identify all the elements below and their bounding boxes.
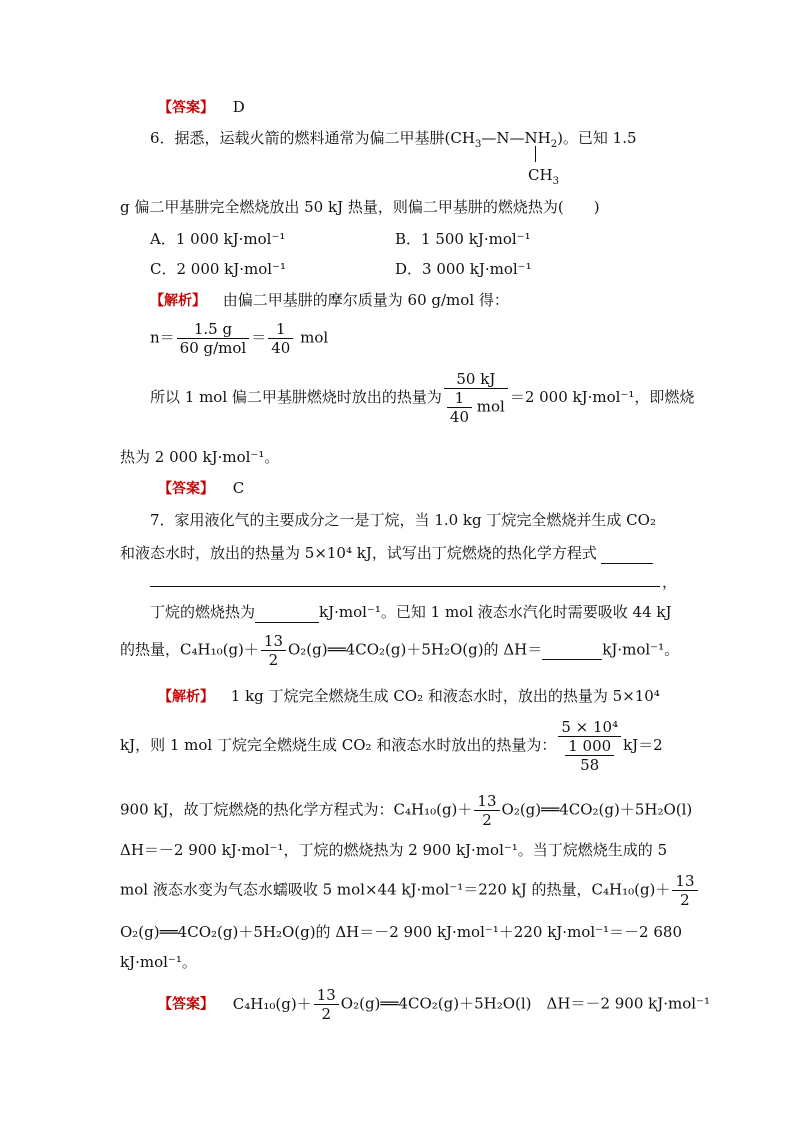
q7-ans-a: C₄H₁₀(g)＋ bbox=[232, 994, 312, 1013]
q7-an2-inner-num: 1 000 bbox=[565, 737, 614, 756]
q6-stem-part-b: —N—NH bbox=[481, 129, 551, 147]
q7-ans-frac-num: 13 bbox=[314, 986, 339, 1005]
q7-an3a: 900 kJ，故丁烷燃烧的热化学方程式为：C₄H₁₀(g)＋ bbox=[120, 800, 473, 819]
q6-n-equation: n＝ $\frac{1.5 g}{\text{60 g/mol}}$ ＝ $\frac{1}{40}$ mol bbox=[150, 320, 329, 357]
q7-analysis-line4: ΔH＝－2 900 kJ·mol⁻¹，丁烷的燃烧热为 2 900 kJ·mol⁻¹。当丁烷燃烧生成的 5 bbox=[120, 841, 668, 859]
q6-frac3-inner bbox=[447, 389, 472, 426]
q7-blank-combustion-heat bbox=[255, 602, 319, 623]
q6-option-b: B．1 500 kJ·mol⁻¹ bbox=[395, 230, 531, 248]
answer-tag: 【答案】 bbox=[158, 481, 214, 497]
q7-line5 bbox=[120, 632, 679, 669]
q6-frac1 bbox=[177, 320, 250, 357]
answer-tag: 【答案】 bbox=[158, 996, 214, 1013]
q5-answer: D bbox=[232, 98, 245, 116]
q7-line5b: O₂(g)══4CO₂(g)＋5H₂O(g)的 ΔH＝ bbox=[288, 640, 543, 659]
q6-frac2 bbox=[268, 320, 293, 357]
q7-line5c: kJ·mol⁻¹。 bbox=[602, 640, 680, 659]
q6-frac2-num: 1 bbox=[268, 320, 293, 339]
q7-an2-den bbox=[558, 737, 621, 774]
q7-line3-comma: ， bbox=[662, 573, 678, 591]
q7-an5-frac-num: 13 bbox=[672, 872, 697, 891]
q7-an3-frac bbox=[474, 792, 499, 829]
q7-eq-frac-num: 13 bbox=[261, 632, 286, 651]
q7-an3-frac-num: 13 bbox=[474, 792, 499, 811]
q6-structure-branch: $CH_3$ bbox=[528, 166, 559, 187]
q7-an5: mol 液态水变为气态水蠕吸收 5 mol×44 kJ·mol⁻¹＝220 kJ 的热量，C₄H₁₀(g)＋ bbox=[120, 880, 671, 899]
q6-option-c: C．2 000 kJ·mol⁻¹ bbox=[150, 260, 287, 278]
q7-analysis-line1 bbox=[158, 686, 660, 707]
q7-blank-equation-start bbox=[601, 543, 653, 564]
analysis-tag: 【解析】 bbox=[150, 293, 206, 309]
q7-answer-line bbox=[158, 986, 710, 1023]
q6-line-a: 所以 1 mol 偏二甲基肼燃烧时放出的热量为 bbox=[150, 388, 442, 406]
q7-an1: 1 kg 丁烷完全燃烧生成 CO₂ 和液态水时，放出的热量为 5×10⁴ bbox=[230, 687, 660, 705]
q7-an2a: kJ，则 1 mol 丁烷完全燃烧生成 CO₂ 和液态水时放出的热量为： bbox=[120, 736, 557, 754]
q6-stem-line2: g 偏二甲基肼完全燃烧放出 50 kJ 热量，则偏二甲基肼的燃烧热为( ) bbox=[120, 198, 600, 216]
q7-an2-inner bbox=[565, 737, 614, 774]
q7-an5-frac bbox=[672, 872, 697, 909]
q6-analysis-line3: 热为 2 000 kJ·mol⁻¹。 bbox=[120, 448, 280, 466]
q6-frac1-den: 60 g/mol bbox=[179, 339, 247, 357]
q7-eq-frac-den: 2 bbox=[268, 651, 279, 669]
q7-line2 bbox=[120, 543, 653, 564]
q6-frac3-inner-den: 40 bbox=[449, 408, 469, 426]
q6-frac3 bbox=[444, 370, 508, 426]
q6-branch-text: CH bbox=[528, 166, 553, 184]
q7-an2-num: 5 × 10⁴ bbox=[558, 718, 621, 737]
q7-an2b: kJ＝2 bbox=[623, 736, 663, 754]
q7-blank-equation bbox=[150, 586, 660, 587]
q7-an2-frac bbox=[558, 718, 621, 774]
q6-analysis-text: 由偏二甲基肼的摩尔质量为 60 g/mol 得： bbox=[222, 291, 509, 309]
q7-analysis-line3 bbox=[120, 792, 692, 829]
q6-stem-part-a: 6．据悉，运载火箭的燃料通常为偏二甲基肼(CH bbox=[150, 129, 475, 147]
q7-an3b: O₂(g)══4CO₂(g)＋5H₂O(l) bbox=[501, 800, 693, 819]
q7-line4b: kJ·mol⁻¹。已知 1 mol 液态水汽化时需要吸收 44 kJ bbox=[319, 603, 672, 621]
q6-frac3-num: 50 kJ bbox=[444, 370, 508, 389]
q7-an3-frac-den: 2 bbox=[482, 811, 492, 829]
q7-blank-delta-h bbox=[542, 641, 602, 660]
q6-n-lhs: n＝ bbox=[150, 328, 175, 347]
q7-analysis-line6: O₂(g)══4CO₂(g)＋5H₂O(g)的 ΔH＝－2 900 kJ·mol⁻¹＋220 kJ·mol⁻¹＝－2 680 bbox=[120, 923, 682, 941]
q6-analysis-line1 bbox=[150, 290, 509, 311]
q6-mol-unit: mol bbox=[300, 328, 329, 347]
q7-an2-inner-den: 58 bbox=[580, 756, 600, 774]
answer-tag: 【答案】 bbox=[158, 100, 214, 116]
q7-analysis-line7: kJ·mol⁻¹。 bbox=[120, 953, 197, 971]
q7-an5-frac-den: 2 bbox=[680, 891, 690, 909]
q5-answer-line bbox=[158, 97, 245, 118]
q7-analysis-line2 bbox=[120, 718, 663, 774]
q7-analysis-line5 bbox=[120, 872, 700, 909]
q7-line4a: 丁烷的燃烧热为 bbox=[150, 603, 256, 621]
q6-stem-line1: 6．据悉，运载火箭的燃料通常为偏二甲基肼$(CH_3—N—NH_2)$。已知 1.5 bbox=[150, 129, 637, 150]
q7-line5a: 的热量，C₄H₁₀(g)＋ bbox=[120, 640, 259, 659]
q7-ans-frac bbox=[314, 986, 339, 1023]
q6-analysis-line2 bbox=[150, 370, 694, 426]
q7-eq-frac bbox=[261, 632, 286, 669]
q6-line-b: ＝2 000 kJ·mol⁻¹，即燃烧 bbox=[509, 388, 695, 406]
q6-frac3-den: $\frac{1}{40}$ mol bbox=[444, 389, 508, 426]
q6-structure-bond bbox=[535, 146, 538, 162]
q7-ans-frac-den: 2 bbox=[321, 1005, 331, 1023]
q6-answer-line bbox=[158, 478, 244, 499]
q7-ans-b: O₂(g)══4CO₂(g)＋5H₂O(l) ΔH＝－2 900 kJ·mol⁻¹ bbox=[340, 994, 711, 1013]
q7-line4 bbox=[150, 602, 672, 623]
q6-frac3-inner-num: 1 bbox=[447, 389, 472, 408]
q7-line1: 7．家用液化气的主要成分之一是丁烷，当 1.0 kg 丁烷完全燃烧并生成 CO₂ bbox=[150, 511, 656, 529]
q6-option-a: A．1 000 kJ·mol⁻¹ bbox=[150, 230, 286, 248]
q6-option-d: D．3 000 kJ·mol⁻¹ bbox=[395, 260, 532, 278]
analysis-tag: 【解析】 bbox=[158, 689, 214, 705]
q6-stem-part-c: )。已知 1.5 bbox=[557, 129, 637, 147]
q7-line2-text: 和液态水时，放出的热量为 5×10⁴ kJ，试写出丁烷燃烧的热化学方程式 bbox=[120, 544, 597, 562]
q6-frac2-den: 40 bbox=[271, 339, 291, 357]
q6-frac1-num: 1.5 g bbox=[177, 320, 250, 339]
q6-answer: C bbox=[232, 479, 245, 497]
